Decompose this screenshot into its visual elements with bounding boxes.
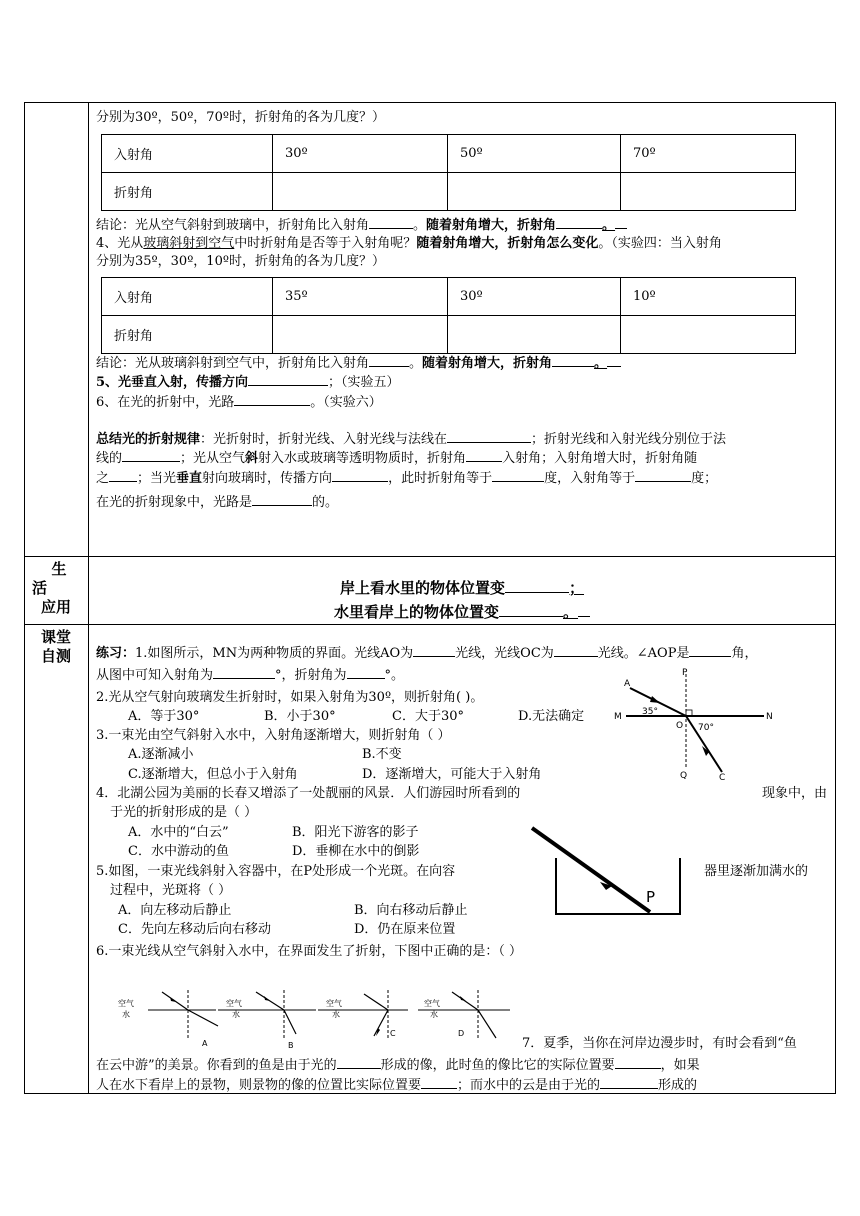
blank-field[interactable] bbox=[600, 1076, 658, 1089]
light-ray bbox=[532, 828, 650, 912]
blank-field[interactable] bbox=[421, 1076, 457, 1089]
blank-field[interactable] bbox=[213, 666, 275, 679]
intro-line: 分别为30º，50º，70º时，折射角的各为几度？） bbox=[96, 110, 385, 125]
container-outline bbox=[556, 858, 680, 914]
table-header: 入射角 bbox=[102, 278, 273, 316]
blank-field[interactable] bbox=[122, 449, 180, 462]
svg-text:水: 水 bbox=[332, 1010, 340, 1019]
blank-field[interactable] bbox=[337, 1056, 381, 1069]
table-row-label: 折射角 bbox=[102, 173, 273, 211]
conclusion-2: 结论：光从玻璃斜射到空气中，折射角比入射角 。随着射角增大，折射角 。 bbox=[96, 352, 621, 371]
question-7-line-3: 人在水下看岸上的景物，则景物的像的位置比实际位置要 ；而水中的云是由于光的 形成的 bbox=[96, 1078, 698, 1093]
section-label-test: 课堂 自测 bbox=[40, 628, 71, 665]
table-row-label: 折射角 bbox=[102, 316, 273, 354]
label-o: O bbox=[676, 721, 684, 731]
life-line-1: 岸上看水里的物体位置变 ； bbox=[339, 579, 585, 597]
blank-field[interactable] bbox=[252, 493, 312, 506]
item-6: 6、在光的折射中，光路 。（实验六） bbox=[96, 395, 382, 410]
refraction-figure bbox=[614, 664, 774, 782]
blank-field[interactable] bbox=[466, 449, 502, 462]
panel-c bbox=[318, 990, 408, 1040]
label-angle-35: 35° bbox=[642, 707, 658, 717]
answer-cell[interactable] bbox=[273, 173, 448, 211]
container-figure bbox=[526, 822, 686, 918]
panel-a bbox=[118, 990, 218, 1048]
blank-field[interactable] bbox=[447, 430, 531, 443]
summary-line-2: 线的 ；光从空气斜射入水或玻璃等透明物质时，折射角 入射角；入射角增大时，折射角随 bbox=[96, 451, 698, 466]
summary-line-1: 总结光的折射规律：光折射时，折射光线、入射光线与法线在 ；折射光线和入射光线分别位于法 bbox=[96, 432, 727, 447]
blank-field[interactable] bbox=[492, 469, 544, 482]
option-b[interactable]: B．向右移动后静止 bbox=[354, 903, 468, 918]
option-c[interactable]: C．先向左移动后向右移动 bbox=[118, 922, 271, 937]
conclusion-1: 结论：光从空气斜射到玻璃中，折射角比入射角 。随着射角增大，折射角 。 bbox=[96, 214, 627, 233]
label-a: A bbox=[624, 679, 631, 689]
blank-field[interactable] bbox=[413, 644, 455, 657]
table-header: 50º bbox=[448, 135, 621, 173]
label-n: N bbox=[766, 712, 773, 722]
option-c[interactable]: C．水中游动的鱼 bbox=[128, 844, 229, 859]
option-d[interactable]: D．逐渐增大，可能大于入射角 bbox=[362, 767, 542, 782]
blank-field[interactable] bbox=[505, 578, 569, 593]
answer-cell[interactable] bbox=[273, 316, 448, 354]
summary-line-4: 在光的折射现象中，光路是 的。 bbox=[96, 495, 339, 510]
question-7-line-2: 在云中游”的美景。你看到的鱼是由于光的 形成的像，此时鱼的像比它的实际位置要 ，如果 bbox=[96, 1058, 700, 1073]
blank-field[interactable] bbox=[615, 1056, 661, 1069]
blank-field[interactable] bbox=[109, 469, 137, 482]
question-5-line2: 过程中，光斑将（ ） bbox=[110, 883, 232, 898]
row-divider-1 bbox=[24, 556, 836, 557]
option-a[interactable]: A．水中的“白云” bbox=[128, 825, 229, 840]
arrow-head-icon bbox=[650, 696, 660, 703]
svg-text:空气: 空气 bbox=[424, 999, 440, 1008]
blank-field[interactable] bbox=[556, 216, 602, 229]
blank-field[interactable] bbox=[689, 644, 731, 657]
option-a[interactable]: A．等于30° bbox=[128, 709, 200, 724]
label-p: P bbox=[682, 668, 688, 678]
item-4: 4、光从玻璃斜射到空气中时折射角是否等于入射角呢？随着射角增大，折射角怎么变化。（实验四：当入射角 bbox=[96, 236, 722, 251]
answer-cell[interactable] bbox=[448, 316, 621, 354]
life-line-2: 水里看岸上的物体位置变 。 bbox=[88, 601, 836, 622]
question-4-right: 现象中，由 bbox=[762, 786, 828, 801]
svg-text:水: 水 bbox=[122, 1010, 130, 1019]
table-header: 30º bbox=[273, 135, 448, 173]
blank-field[interactable] bbox=[248, 373, 328, 386]
question-1-line-1: 练习：1.如图所示，MN为两种物质的界面。光线AO为 光线，光线OC为 光线。∠AOP是 角， bbox=[96, 646, 758, 661]
blank-field[interactable] bbox=[554, 644, 598, 657]
svg-text:水: 水 bbox=[232, 1010, 240, 1019]
item-5: 5、光垂直入射，传播方向 ；（实验五） bbox=[96, 375, 400, 390]
blank-field[interactable] bbox=[347, 666, 385, 679]
blank-field[interactable] bbox=[332, 469, 388, 482]
answer-cell[interactable] bbox=[621, 173, 796, 211]
option-b[interactable]: B.不变 bbox=[362, 747, 402, 762]
blank-field[interactable] bbox=[635, 469, 691, 482]
label-q: Q bbox=[680, 771, 688, 781]
svg-text:A: A bbox=[202, 1039, 208, 1048]
item-4-line2: 分别为35º，30º，10º时，折射角的各为几度？） bbox=[96, 254, 385, 269]
table-header: 70º bbox=[621, 135, 796, 173]
section-label-life: 生 活 应用 bbox=[32, 560, 71, 616]
column-divider bbox=[88, 102, 89, 1094]
svg-text:D: D bbox=[458, 1029, 465, 1038]
svg-text:空气: 空气 bbox=[118, 999, 134, 1008]
svg-text:空气: 空气 bbox=[226, 999, 242, 1008]
table-header: 30º bbox=[448, 278, 621, 316]
answer-cell[interactable] bbox=[621, 316, 796, 354]
panel-b bbox=[218, 990, 316, 1050]
question-2: 2.光从空气射向玻璃发生折射时，如果入射角为30º，则折射角( )。 bbox=[96, 690, 484, 705]
table-header: 10º bbox=[621, 278, 796, 316]
table-header: 入射角 bbox=[102, 135, 273, 173]
svg-text:B: B bbox=[288, 1041, 294, 1050]
option-b[interactable]: B．小于30° bbox=[264, 709, 336, 724]
blank-field[interactable] bbox=[499, 602, 563, 617]
question-1-line-2: 从图中可知入射角为 °，折射角为 °。 bbox=[96, 668, 405, 683]
panel-d bbox=[418, 990, 510, 1040]
question-7-line-1: 7．夏季，当你在河岸边漫步时，有时会看到“鱼 bbox=[522, 1036, 797, 1051]
question-5-right: 器里逐渐加满水的 bbox=[704, 864, 809, 879]
label-p: P bbox=[646, 888, 656, 906]
svg-text:C: C bbox=[390, 1029, 396, 1038]
option-a[interactable]: A.逐渐减小 bbox=[128, 747, 194, 762]
table-refraction-2 bbox=[101, 277, 796, 354]
blank-field[interactable] bbox=[369, 216, 413, 229]
answer-cell[interactable] bbox=[448, 173, 621, 211]
blank-field[interactable] bbox=[234, 393, 310, 406]
option-a[interactable]: A．向左移动后静止 bbox=[118, 903, 232, 918]
svg-text:空气: 空气 bbox=[326, 999, 342, 1008]
svg-text:水: 水 bbox=[430, 1010, 438, 1019]
option-d[interactable]: D．仍在原来位置 bbox=[354, 922, 456, 937]
row-divider-2 bbox=[24, 624, 836, 625]
blank-field[interactable] bbox=[369, 354, 409, 367]
blank-field[interactable] bbox=[552, 354, 594, 367]
question-4-line2: 于光的折射形成的是（ ） bbox=[110, 805, 258, 820]
table-header: 35º bbox=[273, 278, 448, 316]
arrow-head-icon bbox=[460, 996, 466, 1001]
option-d[interactable]: D.无法确定 bbox=[518, 709, 585, 724]
label-angle-70: 70° bbox=[698, 723, 714, 733]
question-5: 5.如图，一束光线斜射入容器中，在P处形成一个光斑。在向容 bbox=[96, 864, 456, 879]
question-3: 3.一束光由空气斜射入水中，入射角逐渐增大，则折射角（ ） bbox=[96, 728, 451, 743]
question-6: 6.一束光线从空气斜射入水中，在界面发生了折射，下图中正确的是：（ ） bbox=[96, 944, 523, 959]
option-d[interactable]: D．垂柳在水中的倒影 bbox=[292, 844, 420, 859]
table-refraction-1 bbox=[101, 134, 796, 211]
label-c: C bbox=[719, 773, 726, 782]
options-figure bbox=[118, 986, 518, 1050]
label-m: M bbox=[614, 712, 622, 722]
option-c[interactable]: C.逐渐增大，但总小于入射角 bbox=[128, 767, 298, 782]
option-c[interactable]: C．大于30° bbox=[392, 709, 464, 724]
question-4: 4．北湖公园为美丽的长春又增添了一处靓丽的风景．人们游园时所看到的 bbox=[96, 786, 521, 801]
summary-line-3: 之 ；当光垂直射向玻璃时，传播方向 ，此时折射角等于 度，入射角等于 度； bbox=[96, 471, 718, 486]
option-b[interactable]: B．阳光下游客的影子 bbox=[292, 825, 419, 840]
